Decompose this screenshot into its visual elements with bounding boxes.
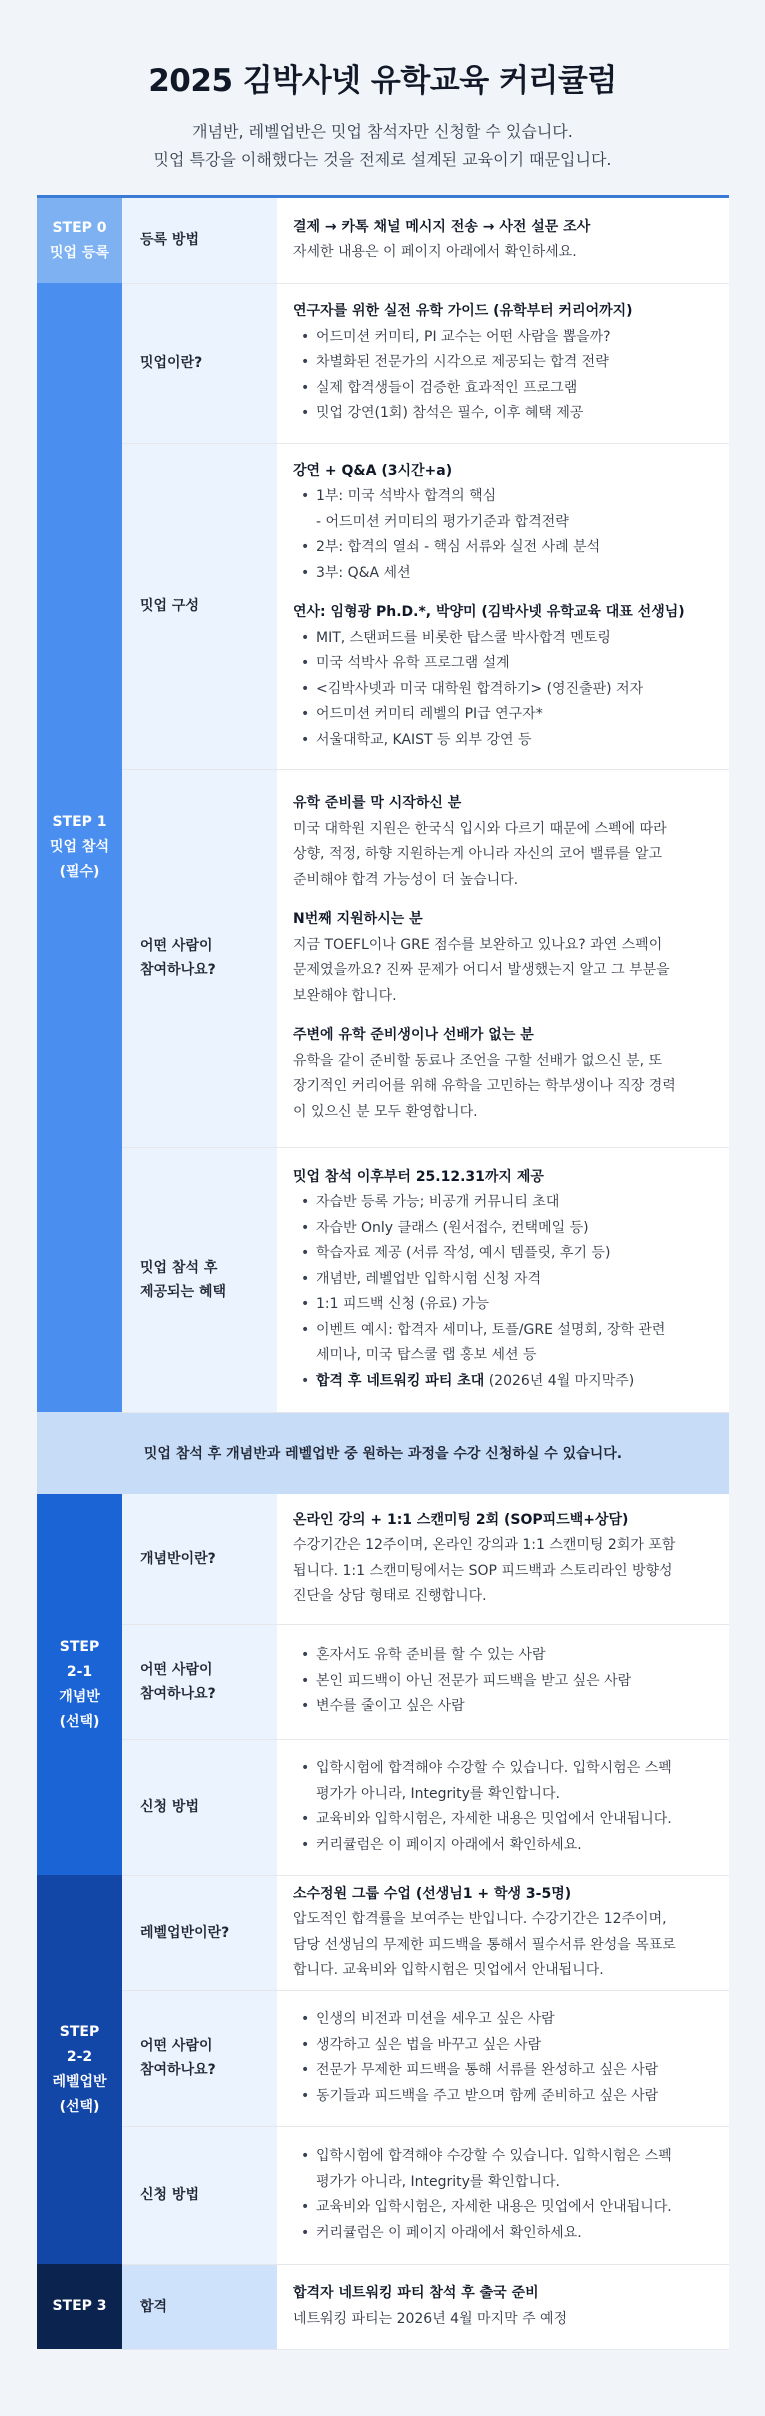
step1-who-row	[37, 769, 729, 1147]
bullet-list	[293, 626, 715, 754]
row-label: 밋업 구성	[122, 443, 277, 769]
label-line: 어떤 사람이	[140, 1661, 213, 1678]
list-item: • 인생의 비전과 미션을 세우고 싶은 사람	[293, 2007, 715, 2033]
label-line: 밋업 참석 후	[140, 1259, 218, 1276]
content-text: 자세한 내용은 이 페이지 아래에서 확인하세요.	[293, 244, 577, 261]
step-number: 2-1	[66, 1663, 93, 1680]
row-content	[277, 1990, 729, 2126]
row-label	[122, 1147, 277, 1412]
row-label: 레벨업반이란?	[122, 1875, 277, 1990]
content-title: 합격자 네트워킹 파티 참석 후 출국 준비	[293, 2285, 539, 2301]
step2-2-cell	[37, 1875, 122, 2264]
label-line: 참여하나요?	[140, 2062, 216, 2078]
content-title: 결제 → 카톡 채널 메시지 전송 → 사전 설문 조사	[293, 218, 591, 235]
list-item: • 1부: 미국 석박사 합격의 핵심	[293, 484, 715, 510]
step1-about-row	[37, 283, 729, 443]
group-title: 주변에 유학 준비생이나 선배가 없는 분	[293, 1027, 534, 1043]
list-item: • 교육비와 입학시험은, 자세한 내용은 밋업에서 안내됩니다.	[293, 1807, 715, 1833]
content-title: 밋업 참석 이후부터 25.12.31까지 제공	[293, 1168, 544, 1185]
list-item: • 미국 석박사 유학 프로그램 설계	[293, 651, 715, 677]
group-text: 지금 TOEFL이나 GRE 점수를 보완하고 있나요? 과연 스펙이	[293, 936, 663, 953]
step2-2-who-row	[37, 1990, 729, 2126]
step0-row	[37, 198, 729, 283]
row-label: 신청 방법	[122, 1739, 277, 1875]
step3-row	[37, 2264, 729, 2349]
content-text: 네트워킹 파티는 2026년 4월 마지막 주 예정	[293, 2310, 568, 2327]
list-item	[293, 1369, 715, 1395]
row-content	[277, 198, 729, 283]
step-number: STEP	[59, 1638, 100, 1655]
row-content	[277, 2126, 729, 2264]
row-content	[277, 1739, 729, 1875]
step1-structure-row	[37, 443, 729, 769]
step1-benefits-row	[37, 1147, 729, 1412]
step2-1-who-row	[37, 1624, 729, 1739]
list-item-line: 평가가 아니라, Integrity를 확인합니다.	[316, 2173, 560, 2190]
label-line: 어떤 사람이	[140, 2038, 213, 2054]
list-item: • 1:1 피드백 신청 (유료) 가능	[293, 1292, 715, 1318]
row-label: 신청 방법	[122, 2126, 277, 2264]
list-item-line: 세미나, 미국 탑스쿨 랩 홍보 세션 등	[316, 1347, 537, 1364]
list-item: • 동기들과 피드백을 주고 받으며 함께 준비하고 싶은 사람	[293, 2084, 715, 2110]
content-title: 소수정원 그룹 수업 (선생님1 + 학생 3-5명)	[293, 1885, 572, 1902]
content-title: 강연 + Q&A (3시간+a)	[293, 462, 453, 479]
list-item-line: • 입학시험에 합격해야 수강할 수 있습니다. 입학시험은 스펙	[316, 1760, 672, 1776]
subtitle-line: 개념반, 레벨업반은 밋업 참석자만 신청할 수 있습니다.	[192, 122, 573, 141]
list-item	[293, 2144, 715, 2195]
content-title: 연구자를 위한 실전 유학 가이드 (유학부터 커리어까지)	[293, 303, 633, 320]
step-name: 개념반	[59, 1688, 100, 1705]
group-text: 상향, 적정, 하향 지원하는게 아니라 자신의 코어 밸류를 알고	[293, 846, 663, 862]
row-content	[277, 769, 729, 1147]
step2-1-about-row	[37, 1494, 729, 1624]
row-label	[122, 1624, 277, 1739]
group-text: 보완해야 합니다.	[293, 987, 397, 1004]
group-text: 미국 대학원 지원은 한국식 입시와 다르기 때문에 스펙에 따라	[293, 820, 667, 837]
bullet-list	[293, 484, 715, 586]
content-text: 담당 선생님의 무제한 피드백을 통해서 필수서류 완성을 목표로	[293, 1936, 676, 1953]
list-item: • 커리큘럼은 이 페이지 아래에서 확인하세요.	[293, 1833, 715, 1859]
page-header	[0, 55, 765, 174]
step-name: 밋업 등록	[50, 244, 109, 261]
bullet-list	[293, 1643, 715, 1720]
list-item	[293, 1318, 715, 1369]
group-title: 유학 준비를 막 시작하신 분	[293, 795, 462, 811]
step-name: 레벨업반	[52, 2073, 107, 2090]
step1-cell	[37, 283, 122, 1412]
step2-1-cell	[37, 1494, 122, 1875]
step-requirement: (선택)	[59, 1713, 100, 1730]
content-text: 합니다. 교육비와 입학시험은 밋업에서 안내됩니다.	[293, 1962, 604, 1978]
content-title: 온라인 강의 + 1:1 스캔미팅 2회 (SOP피드백+상담)	[293, 1511, 629, 1528]
row-label	[122, 769, 277, 1147]
list-item: • 개념반, 레벨업반 입학시험 신청 자격	[293, 1267, 715, 1293]
group-text: 장기적인 커리어를 위해 유학을 고민하는 학부생이나 직장 경력	[293, 1078, 676, 1094]
row-label: 등록 방법	[122, 198, 277, 283]
list-item-line: 평가가 아니라, Integrity를 확인합니다.	[316, 1785, 560, 1802]
step-requirement: (선택)	[59, 2098, 100, 2115]
list-item: • 밋업 강연(1회) 참석은 필수, 이후 혜택 제공	[293, 401, 715, 427]
list-item: • 학습자료 제공 (서류 작성, 예시 템플릿, 후기 등)	[293, 1241, 715, 1267]
label-line: 참여하나요?	[140, 1685, 216, 1702]
bullet-list	[293, 2007, 715, 2109]
group-text: 유학을 같이 준비할 동료나 조언을 구할 선배가 없으신 분, 또	[293, 1052, 663, 1069]
group-text: 문제였을까요? 진짜 문제가 어디서 발생했는지 알고 그 부분을	[293, 962, 670, 978]
list-item: • 실제 합격생들이 검증한 효과적인 프로그램	[293, 376, 715, 402]
content-text: 수강기간은 12주이며, 온라인 강의과 1:1 스캔미팅 2회가 포함	[293, 1537, 676, 1554]
bullet-list	[293, 1190, 715, 1394]
list-item: • MIT, 스탠퍼드를 비롯한 탑스쿨 박사합격 멘토링	[293, 626, 715, 652]
list-item-line: • 이벤트 예시: 합격자 세미나, 토플/GRE 설명회, 장학 관련	[316, 1321, 666, 1338]
step3-cell	[37, 2264, 122, 2349]
list-item	[293, 1756, 715, 1807]
row-content	[277, 1147, 729, 1412]
step-number: STEP 3	[52, 2298, 107, 2314]
label-line: 제공되는 혜택	[140, 1283, 227, 1300]
list-item: • 서울대학교, KAIST 등 외부 강연 등	[293, 728, 715, 754]
list-item: • 전문가 무제한 피드백을 통해 서류를 완성하고 싶은 사람	[293, 2058, 715, 2084]
step-number: STEP 0	[52, 219, 107, 236]
page-subtitle	[0, 118, 765, 174]
speaker-title: 연사: 임형광 Ph.D.*, 박양미 (김박사넷 유학교육 대표 선생님)	[293, 604, 685, 621]
list-item: • 2부: 합격의 열쇠 - 핵심 서류와 실전 사례 분석	[293, 535, 715, 561]
bullet-list	[293, 2144, 715, 2246]
row-label: 합격	[122, 2264, 277, 2349]
bullet-list	[293, 325, 715, 427]
step-name: 밋업 참석	[50, 839, 109, 855]
content-text: 압도적인 합격률을 보여주는 반입니다. 수강기간은 12주이며,	[293, 1911, 667, 1927]
step-requirement: (필수)	[59, 864, 100, 880]
step-number: STEP 1	[52, 814, 107, 830]
row-content	[277, 2264, 729, 2349]
list-item: • 차별화된 전문가의 시각으로 제공되는 합격 전략	[293, 350, 715, 376]
step-number: STEP	[59, 2023, 100, 2040]
row-content	[277, 1875, 729, 1990]
list-item: • 자습반 Only 클래스 (원서접수, 컨택메일 등)	[293, 1216, 715, 1242]
curriculum-table	[37, 198, 729, 2350]
content-text: 진단을 상담 형태로 진행합니다.	[293, 1588, 487, 1605]
party-date: (2026년 4월 마지막주)	[484, 1372, 635, 1389]
row-content	[277, 1624, 729, 1739]
content-text: 됩니다. 1:1 스캔미팅에서는 SOP 피드백과 스토리라인 방향성	[293, 1562, 673, 1579]
group-text: 이 있으신 분 모두 환영합니다.	[293, 1103, 478, 1120]
label-line: 어떤 사람이	[140, 938, 213, 954]
step2-2-about-row	[37, 1875, 729, 1990]
list-subitem: - 어드미션 커미티의 평가기준과 합격전략	[316, 513, 569, 530]
bullet-list	[293, 1756, 715, 1858]
list-item: • 어드미션 커미티 레벨의 PI급 연구자*	[293, 702, 715, 728]
label-line: 참여하나요?	[140, 962, 216, 978]
list-item: • 혼자서도 유학 준비를 할 수 있는 사람	[293, 1643, 715, 1669]
step0-cell	[37, 198, 122, 283]
group-title: N번째 지원하시는 분	[293, 911, 423, 927]
row-label: 밋업이란?	[122, 283, 277, 443]
party-invite: 합격 후 네트워킹 파티 초대	[316, 1372, 485, 1389]
step2-2-apply-row	[37, 2126, 729, 2264]
course-selection-banner: 밋업 참석 후 개념반과 레벨업반 중 원하는 과정을 수강 신청하실 수 있습니다.	[37, 1412, 729, 1494]
row-content	[277, 1494, 729, 1624]
step2-1-apply-row	[37, 1739, 729, 1875]
list-item-line: • 입학시험에 합격해야 수강할 수 있습니다. 입학시험은 스펙	[316, 2148, 672, 2164]
step-number: 2-2	[66, 2048, 93, 2065]
list-item: • 3부: Q&A 세션	[293, 561, 715, 587]
list-item: • 교육비와 입학시험은, 자세한 내용은 밋업에서 안내됩니다.	[293, 2195, 715, 2221]
row-content	[277, 443, 729, 769]
list-item: • 본인 피드백이 아닌 전문가 피드백을 받고 싶은 사람	[293, 1669, 715, 1695]
subtitle-line: 밋업 특강을 이해했다는 것을 전제로 설계된 교육이기 때문입니다.	[153, 150, 612, 169]
page-title: 2025 김박사넷 유학교육 커리큘럼	[148, 63, 617, 99]
row-label	[122, 1990, 277, 2126]
list-item: • 커리큘럼은 이 페이지 아래에서 확인하세요.	[293, 2221, 715, 2247]
banner-row	[37, 1412, 729, 1494]
list-item: • 자습반 등록 가능; 비공개 커뮤니티 초대	[293, 1190, 715, 1216]
group-text: 준비해야 합격 가능성이 더 높습니다.	[293, 871, 519, 888]
row-content	[277, 283, 729, 443]
list-item: • 생각하고 싶은 법을 바꾸고 싶은 사람	[293, 2033, 715, 2059]
list-item: • 변수를 줄이고 싶은 사람	[293, 1694, 715, 1720]
row-label: 개념반이란?	[122, 1494, 277, 1624]
list-item: • 어드미션 커미티, PI 교수는 어떤 사람을 뽑을까?	[293, 325, 715, 351]
list-item: • <김박사넷과 미국 대학원 합격하기> (영진출판) 저자	[293, 677, 715, 703]
